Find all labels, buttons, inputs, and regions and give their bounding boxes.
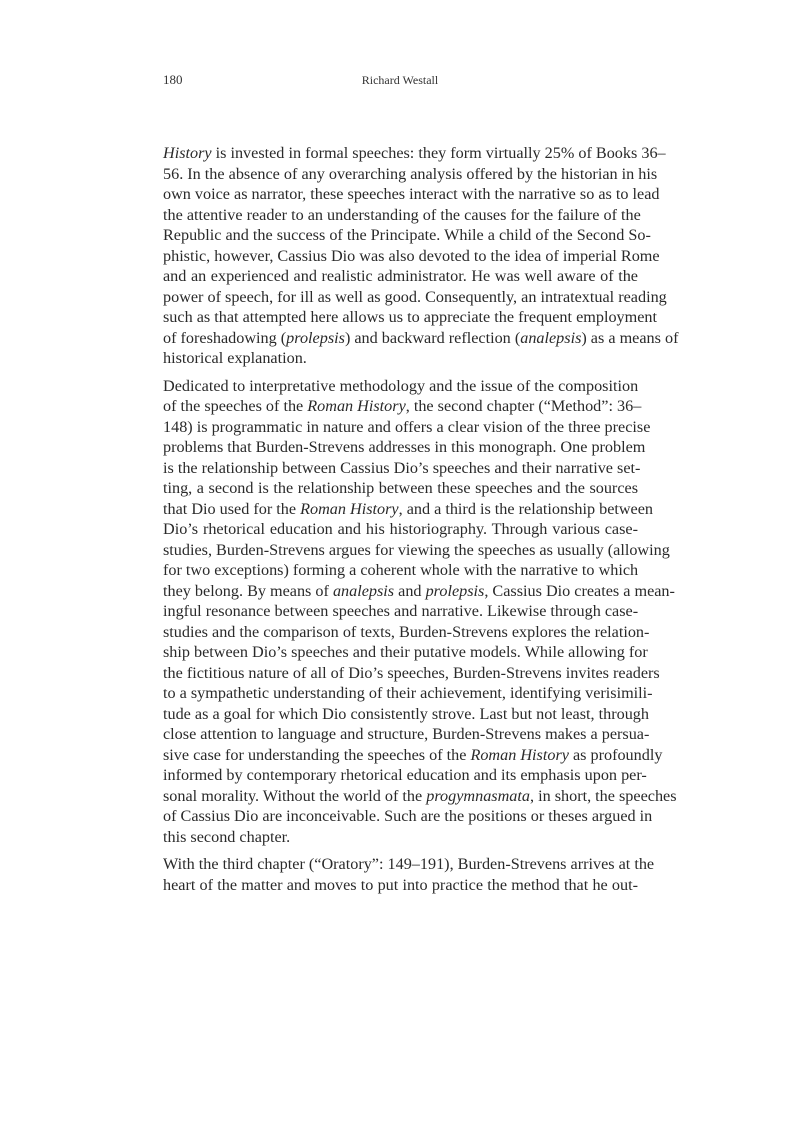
text-line: studies and the comparison of texts, Burden-Strevens explores the relation-	[163, 622, 650, 641]
text-line: Dio’s rhetorical education and his historiography. Through various case-	[163, 520, 638, 538]
text-line: close attention to language and structure, Burden-Strevens makes a persua-	[163, 725, 650, 743]
running-head	[163, 72, 637, 92]
text-line: the fictitious nature of all of Dio’s speeches, Burden-Strevens invites readers	[163, 663, 660, 682]
paragraph	[163, 143, 679, 369]
text-line: power of speech, for ill as well as good. Consequently, an intratextual reading	[163, 287, 667, 306]
italic-term: progymnasmata	[426, 786, 530, 805]
text-line: they belong. By means of analepsis and prolepsis, Cassius Dio creates a mean-	[163, 581, 675, 600]
text-line: ship between Dio’s speeches and their putative models. While allowing for	[163, 643, 648, 661]
text-line: problems that Burden-Strevens addresses in this monograph. One problem	[163, 438, 646, 456]
text-line: ting, a second is the relationship between these speeches and the sources	[163, 479, 638, 497]
italic-term: History	[163, 144, 212, 162]
text-line: studies, Burden-Strevens argues for viewing the speeches as usually (allowing	[163, 540, 670, 559]
text-line: such as that attempted here allows us to appreciate the frequent employment	[163, 308, 657, 326]
italic-term: analepsis	[332, 581, 395, 600]
text-line: of Cassius Dio are inconceivable. Such are the positions or theses argued in	[163, 807, 653, 825]
text-line: of foreshadowing (prolepsis) and backward reflection (analepsis) as a means of	[163, 328, 679, 347]
text-line: own voice as narrator, these speeches interact with the narrative so as to lead	[163, 185, 660, 203]
text-line: to a sympathetic understanding of their achievement, identifying verisimili-	[163, 684, 653, 702]
text-line: sonal morality. Without the world of the progymnasmata, in short, the speeches	[163, 786, 677, 805]
text-line: informed by contemporary rhetorical education and its emphasis upon per-	[163, 766, 647, 784]
text-line: 56. In the absence of any overarching analysis offered by the historian in his	[163, 164, 658, 183]
text-line: this second chapter.	[163, 827, 291, 846]
paragraph	[163, 376, 677, 848]
italic-term: prolepsis	[425, 581, 485, 600]
italic-term: Roman History	[300, 499, 399, 518]
body-text	[163, 143, 679, 902]
text-line: History is invested in formal speeches: they form virtually 25% of Books 36–	[163, 144, 666, 162]
text-line: for two exceptions) forming a coherent whole with the narrative to which	[163, 561, 639, 579]
text-line: phistic, however, Cassius Dio was also devoted to the idea of imperial Rome	[163, 246, 660, 265]
text-line: historical explanation.	[163, 349, 307, 367]
running-title: Richard Westall	[361, 73, 439, 87]
italic-term: Roman History	[307, 397, 406, 415]
paragraph	[163, 854, 655, 895]
text-line: heart of the matter and moves to put into practice the method that he out-	[163, 875, 638, 894]
text-line: 148) is programmatic in nature and offers a clear vision of the three precise	[163, 417, 651, 436]
text-line: the attentive reader to an understanding of the causes for the failure of the	[163, 205, 641, 224]
text-line: and an experienced and realistic administrator. He was well aware of the	[163, 267, 638, 285]
text-line: With the third chapter (“Oratory”: 149–191), Burden-Strevens arrives at the	[163, 855, 655, 873]
text-line: sive case for understanding the speeches of the Roman History as profoundly	[163, 745, 663, 764]
page-number: 180	[163, 72, 183, 87]
italic-term: Roman History	[470, 745, 569, 764]
italic-term: prolepsis	[286, 328, 345, 347]
text-line: Dedicated to interpretative methodology and the issue of the composition	[163, 376, 639, 395]
text-line: ingful resonance between speeches and narrative. Likewise through case-	[163, 602, 639, 620]
text-line: that Dio used for the Roman History, and a third is the relationship between	[163, 499, 654, 518]
italic-term: analepsis	[520, 328, 582, 347]
text-line: of the speeches of the Roman History, the second chapter (“Method”: 36–	[163, 397, 642, 415]
text-line: Republic and the success of the Principate. While a child of the Second So-	[163, 226, 651, 244]
text-line: tude as a goal for which Dio consistently strove. Last but not least, through	[163, 704, 649, 723]
text-line: is the relationship between Cassius Dio’s speeches and their narrative set-	[163, 458, 641, 477]
